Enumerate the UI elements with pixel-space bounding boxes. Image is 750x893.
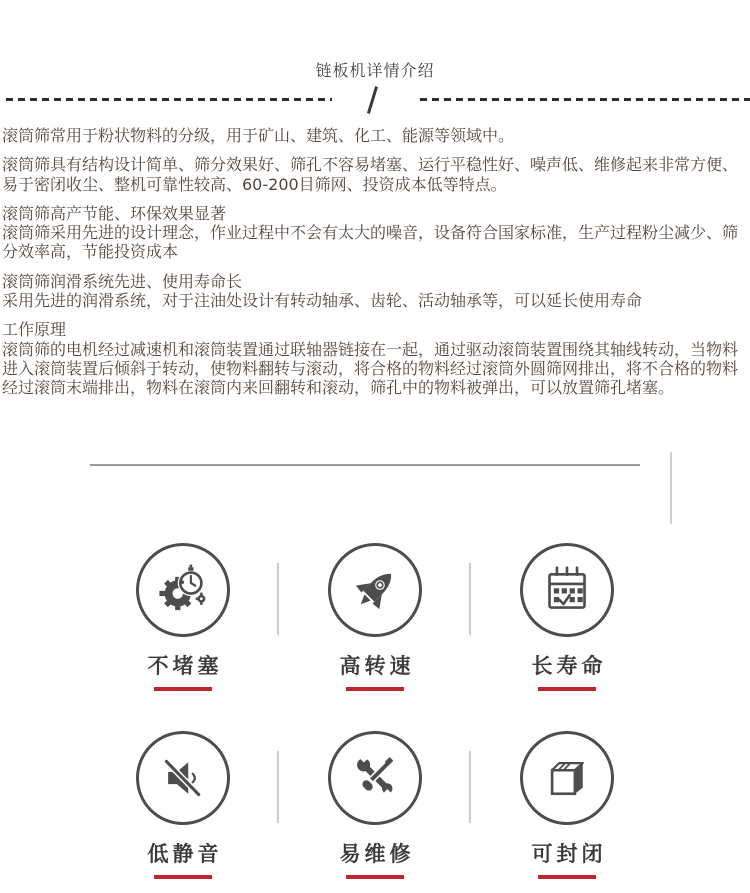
section-vertical-rule: [670, 452, 672, 524]
section-horizontal-rule: [90, 464, 640, 466]
paragraph-heading: 滚筒筛润滑系统先进、使用寿命长: [2, 271, 243, 291]
feature-sealable: [471, 731, 663, 879]
feature-low-noise: [87, 731, 279, 879]
feature-label: 可封闭: [531, 842, 607, 866]
paragraph-body: 滚筒筛的电机经过减速机和滚筒装置通过联轴器链接在一起，通过驱动滚筒装置围绕其轴线转动，当物料进入滚筒装置后倾斜于转动，使物料翻转与滚动，将合格的物料经过滚筒外圆筛网排出，将不合格的物料经过滚筒末端排出，物料在滚筒内来回翻转和滚动，筛孔中的物料被弹出，可以放置筛孔堵塞。: [2, 339, 739, 398]
feature-circle: [520, 543, 614, 637]
feature-easy-repair: [279, 731, 471, 879]
repair-tools-icon: [347, 750, 403, 806]
slash-divider-icon: [367, 86, 378, 114]
feature-label: 不堵塞: [147, 654, 223, 678]
feature-label: 长寿命: [531, 654, 607, 678]
paragraph-features: [2, 155, 748, 194]
paragraph-heading: 滚筒筛高产节能、环保效果显著: [2, 203, 227, 223]
feature-circle: [328, 543, 422, 637]
paragraph-usage: [2, 126, 748, 145]
paragraph-body: 滚筒筛具有结构设计简单、筛分效果好、筛孔不容易堵塞、运行平稳性好、噪声低、维修起来非常方便、易于密闭收尘、整机可靠性较高、60-200目筛网、投资成本低等特点。: [2, 155, 739, 194]
feature-label: 低静音: [147, 842, 223, 866]
feature-underline: [346, 687, 404, 691]
paragraph-body: 滚筒筛采用先进的设计理念，作业过程中不会有太大的噪音，设备符合国家标准，生产过程粉尘减少、筛分效率高，节能投资成本: [2, 223, 739, 262]
header-divider: [0, 86, 750, 120]
paragraph-energy-saving: [2, 204, 748, 262]
sealed-box-icon: [539, 750, 595, 806]
feature-high-speed: [279, 543, 471, 691]
calendar-check-icon: [539, 562, 595, 618]
feature-label: 高转速: [339, 654, 415, 678]
dashed-line-left: [6, 98, 332, 101]
page-title: 链板机详情介绍: [315, 61, 435, 80]
paragraph-working-principle: [2, 320, 748, 397]
paragraph-lubrication: [2, 272, 748, 311]
muted-speaker-icon: [155, 750, 211, 806]
feature-row-1: [87, 543, 663, 691]
feature-underline: [154, 875, 212, 879]
feature-row-2: [87, 731, 663, 879]
feature-no-clogging: [87, 543, 279, 691]
dashed-line-right: [420, 98, 750, 101]
feature-circle: [520, 731, 614, 825]
paragraph-heading: 工作原理: [2, 320, 67, 340]
gear-clock-icon: [155, 562, 211, 618]
feature-underline: [538, 875, 596, 879]
feature-underline: [346, 875, 404, 879]
feature-grid: [87, 543, 663, 893]
feature-circle: [136, 543, 230, 637]
rocket-icon: [347, 562, 403, 618]
feature-long-life: [471, 543, 663, 691]
feature-underline: [538, 687, 596, 691]
feature-underline: [154, 687, 212, 691]
intro-text-block: [2, 126, 748, 408]
feature-circle: [136, 731, 230, 825]
feature-circle: [328, 731, 422, 825]
paragraph-body: 滚筒筛常用于粉状物料的分级，用于矿山、建筑、化工、能源等领域中。: [2, 126, 515, 145]
paragraph-body: 采用先进的润滑系统，对于注油处设计有转动轴承、齿轮、活动轴承等，可以延长使用寿命: [2, 291, 643, 311]
feature-label: 易维修: [339, 842, 415, 866]
